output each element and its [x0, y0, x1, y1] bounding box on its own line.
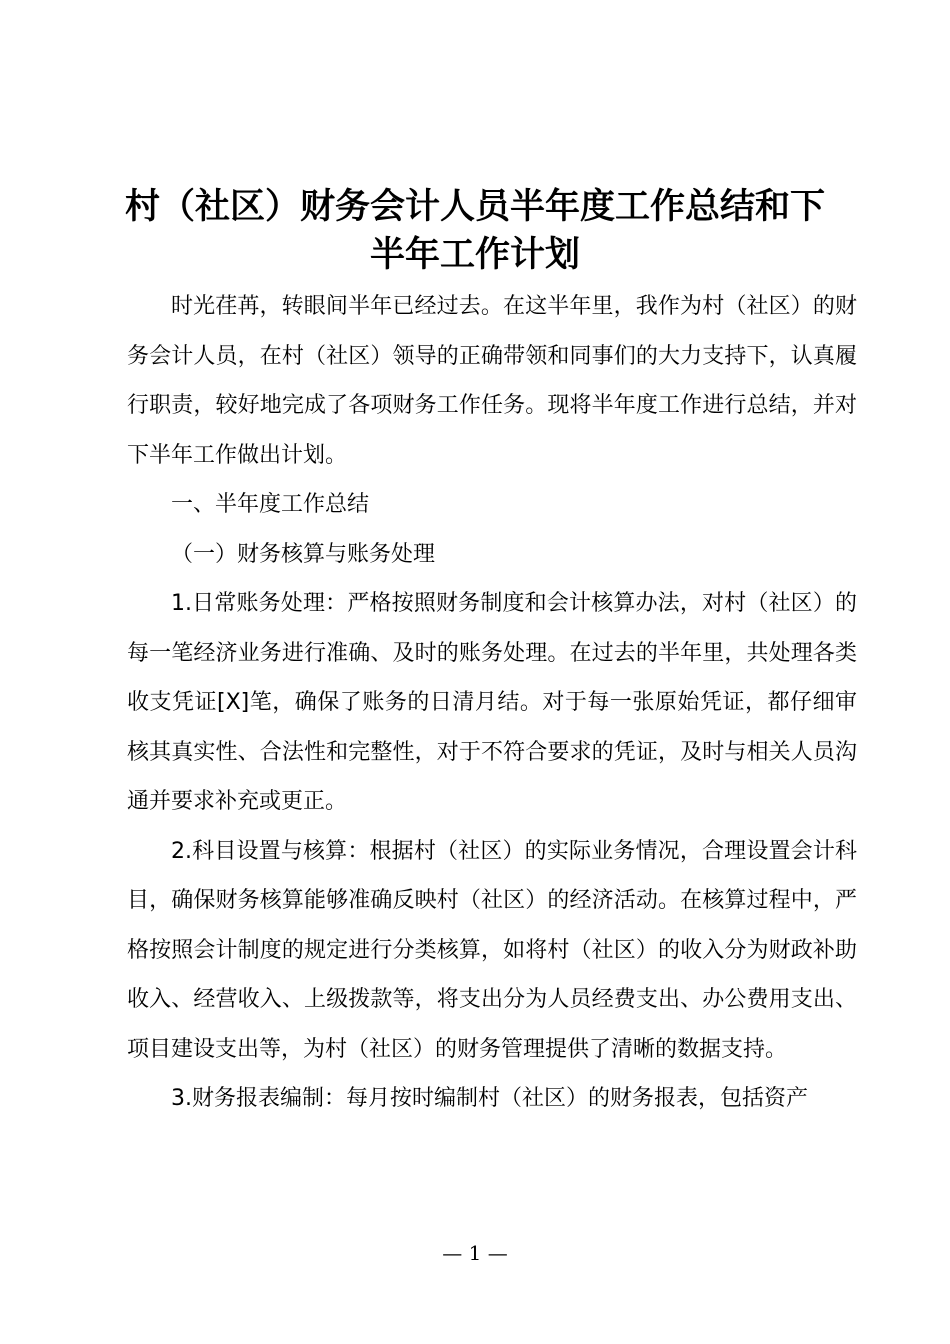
document-body	[127, 282, 857, 1124]
subsection-heading-1: （一）财务核算与账务处理	[171, 541, 436, 567]
section-heading-1: 一、半年度工作总结	[171, 492, 370, 517]
page-number: — 1 —	[442, 1241, 508, 1265]
document-title-line-1: 村（社区）财务会计人员半年度工作总结和下	[124, 187, 825, 227]
paragraph-financial-reports: 3.财务报表编制：每月按时编制村（社区）的财务报表，包括资产	[171, 1086, 808, 1111]
document-title-line-2: 半年工作计划	[369, 235, 580, 275]
paragraph-daily-accounting: 1.日常账务处理：严格按照财务制度和会计核算办法，对村（社区）的每一笔经济业务进行准确、及时的账务处理。在过去的半年里，共处理各类收支凭证[X]笔，确保了账务的日清月结。对于每一张原始凭证，都仔细审核其真实性、合法性和完整性，对于不符合要求的凭证，及时与相关人员沟通并要求补充或更正。	[127, 591, 857, 814]
paragraph-subject-setting: 2.科目设置与核算：根据村（社区）的实际业务情况，合理设置会计科目，确保财务核算能够准确反映村（社区）的经济活动。在核算过程中，严格按照会计制度的规定进行分类核算，如将村（社区）的收入分为财政补助收入、经营收入、上级拨款等，将支出分为人员经费支出、办公费用支出、项目建设支出等，为村（社区）的财务管理提供了清晰的数据支持。	[127, 838, 857, 1062]
intro-paragraph: 时光荏苒，转眼间半年已经过去。在这半年里，我作为村（社区）的财务会计人员，在村（社区）领导的正确带领和同事们的大力支持下，认真履行职责，较好地完成了各项财务工作任务。现将半年度工作进行总结，并对下半年工作做出计划。	[127, 294, 857, 468]
